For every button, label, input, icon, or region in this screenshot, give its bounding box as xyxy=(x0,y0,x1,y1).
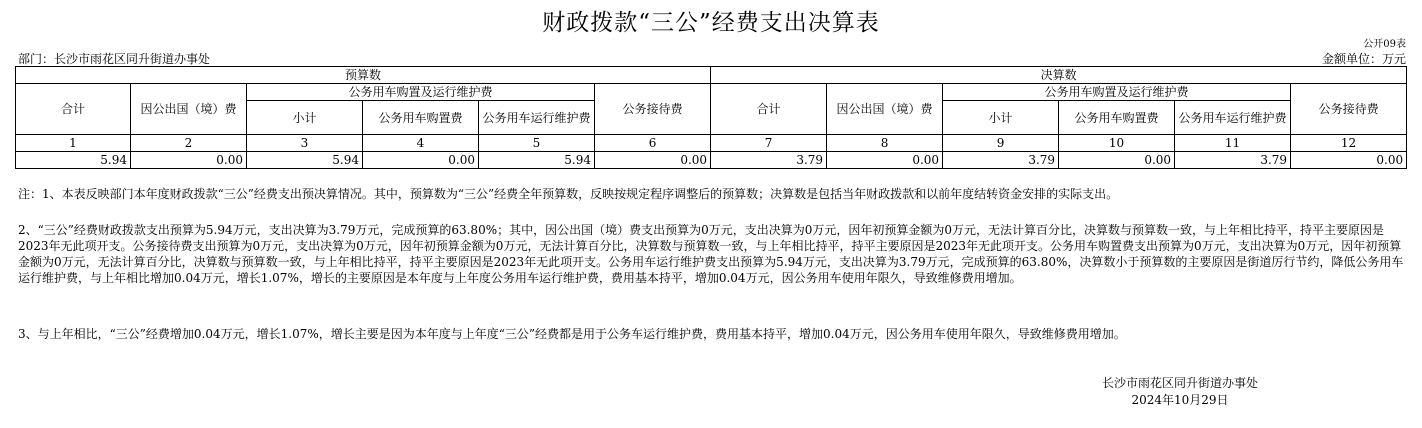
note-3: 3、与上年相比，“三公”经费增加0.04万元，增长1.07%，增长主要是因为本年度与上年度“三公”经费都是用于公务车运行维护费，费用基本持平，增加0.04万元，因公务用车使用年限久，导致维修费用增加。 xyxy=(18,327,1126,341)
table-value-row xyxy=(16,152,1407,169)
index-cell: 7 xyxy=(711,135,827,152)
final-group-header: 决算数 xyxy=(711,67,1407,84)
header-vehicle-group: 公务用车购置及运行维护费 xyxy=(943,84,1291,101)
header-reception: 公务接待费 xyxy=(1291,84,1407,135)
header-reception: 公务接待费 xyxy=(595,84,711,135)
header-total: 合计 xyxy=(711,84,827,135)
index-cell: 6 xyxy=(595,135,711,152)
header-total: 合计 xyxy=(16,84,131,135)
value-cell: 0.00 xyxy=(595,152,711,169)
page-title: 财政拨款“三公”经费支出决算表 xyxy=(542,10,880,36)
value-cell: 0.00 xyxy=(827,152,943,169)
index-cell: 2 xyxy=(131,135,247,152)
header-purchase: 公务用车购置费 xyxy=(1059,101,1175,135)
header-purchase: 公务用车购置费 xyxy=(363,101,479,135)
department-label: 部门：长沙市雨花区同升街道办事处 xyxy=(18,52,211,66)
unit-label: 金额单位：万元 xyxy=(1321,52,1406,66)
value-cell: 3.79 xyxy=(1175,152,1291,169)
value-cell: 0.00 xyxy=(1291,152,1407,169)
value-cell: 3.79 xyxy=(711,152,827,169)
header-subtotal: 小计 xyxy=(943,101,1059,135)
header-operation: 公务用车运行维护费 xyxy=(479,101,595,135)
form-code: 公开09表 xyxy=(1363,39,1406,50)
index-cell: 4 xyxy=(363,135,479,152)
header-vehicle-group: 公务用车购置及运行维护费 xyxy=(247,84,595,101)
signature-date: 2024年10月29日 xyxy=(1131,393,1229,407)
header-abroad: 因公出国（境）费 xyxy=(131,84,247,135)
header-operation: 公务用车运行维护费 xyxy=(1175,101,1291,135)
index-cell: 10 xyxy=(1059,135,1175,152)
index-cell: 9 xyxy=(943,135,1059,152)
table-group-header-row xyxy=(16,67,1407,84)
value-cell: 0.00 xyxy=(131,152,247,169)
value-cell: 5.94 xyxy=(16,152,131,169)
table-header-row xyxy=(16,84,1407,101)
note-2: 2、“三公”经费财政拨款支出预算为5.94万元，支出决算为3.79万元，完成预算的63.80%；其中，因公出国（境）费支出预算为0万元，支出决算为0万元，因年初预算金额为0万元，无法计算百分比，决算数与预算数一致，与上年相比持平，持平主要原因是2023年无此项开支。公务接待费支出预算为0万元，支出决算为0万元，因年初预算金额为0万元，无法计算百分比，决算数与预算数一致，与上年相比持平，持平主要原因是2023年无此项开支。公务用车购置费支出预算为0万元，支出决算为0万元，因年初预算金额为0万元，无法计算百分比，决算数与预算数一致，与上年相比持平，持平主要原因是2023年无此项开支。公务用车运行维护费支出预算为5.94万元，支出决算为3.79万元，完成预算的63.80%，决算数小于预算数的主要原因是街道厉行节约，降低公务用车运行维护费，与上年相比增加0.04万元，增长1.07%，增长的主要原因是本年度与上年度公务用车运行维护费，费用基本持平，增加0.04万元，因公务用车使用年限久，导致维修费用增加。 xyxy=(18,223,1404,285)
value-cell: 5.94 xyxy=(247,152,363,169)
value-cell: 3.79 xyxy=(943,152,1059,169)
value-cell: 0.00 xyxy=(363,152,479,169)
index-cell: 11 xyxy=(1175,135,1291,152)
index-cell: 3 xyxy=(247,135,363,152)
signature-organization: 长沙市雨花区同升街道办事处 xyxy=(1101,376,1258,390)
value-cell: 0.00 xyxy=(1059,152,1175,169)
index-cell: 12 xyxy=(1291,135,1407,152)
index-cell: 8 xyxy=(827,135,943,152)
header-abroad: 因公出国（境）费 xyxy=(827,84,943,135)
value-cell: 5.94 xyxy=(479,152,595,169)
index-cell: 5 xyxy=(479,135,595,152)
table-index-row xyxy=(16,135,1407,152)
note-1: 注：1、本表反映部门本年度财政拨款“三公”经费支出预决算情况。其中，预算数为“三公”经费全年预算数，反映按规定程序调整后的预算数；决算数是包括当年财政拨款和以前年度结转资金安排的实际支出。 xyxy=(18,187,1119,201)
index-cell: 1 xyxy=(16,135,131,152)
budget-group-header: 预算数 xyxy=(16,67,711,84)
expenditure-table xyxy=(15,66,1407,169)
header-subtotal: 小计 xyxy=(247,101,363,135)
